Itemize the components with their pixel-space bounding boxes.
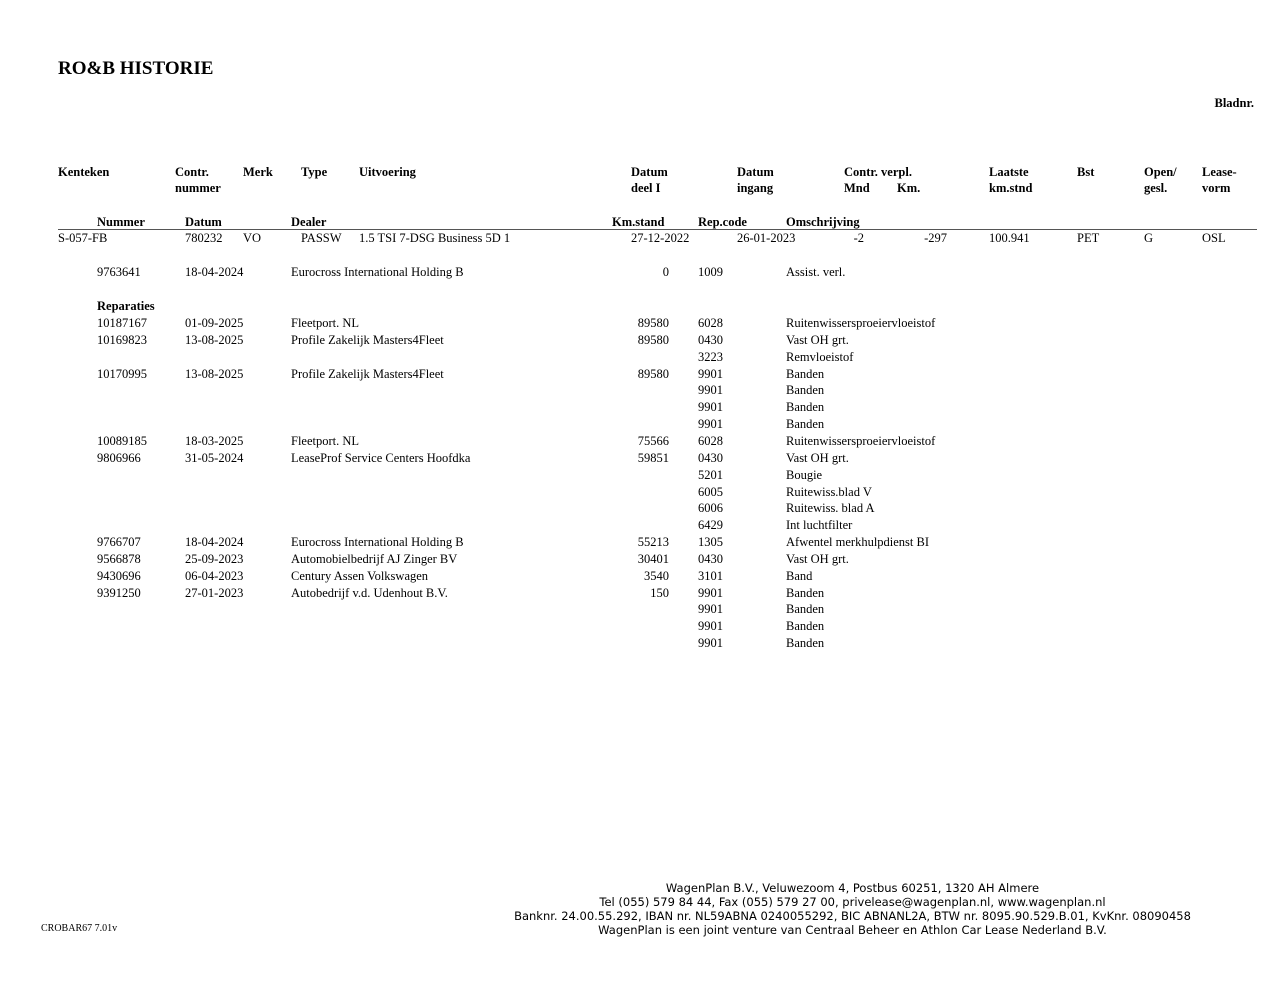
header-lease: Lease-: [1202, 165, 1237, 179]
vehicle-open-gesl: G: [1144, 231, 1154, 245]
vehicle-leasevorm: OSL: [1202, 231, 1226, 245]
row-omschrijving: Ruitenwissersproeiervloeistof: [786, 316, 936, 330]
footer: [500, 881, 1205, 937]
row-omschrijving: Vast OH grt.: [786, 333, 849, 347]
row-omschrijving: Afwentel merkhulpdienst BI: [786, 535, 930, 549]
header-contract-sub: nummer: [175, 181, 221, 195]
row-omschrijving: Banden: [786, 619, 825, 633]
header-type: Type: [301, 165, 328, 179]
assist-km: 0: [662, 265, 669, 279]
row-omschrijving: Vast OH grt.: [786, 552, 849, 566]
vehicle-mnd: -2: [853, 231, 864, 245]
row-datum: 01-09-2025: [185, 316, 244, 330]
row-omschrijving: Vast OH grt.: [786, 451, 849, 465]
header-km: Km.: [897, 181, 921, 195]
row-omschrijving: Banden: [786, 367, 825, 381]
row-nummer: 10187167: [97, 316, 147, 330]
vehicle-type: PASSW: [301, 231, 342, 245]
header-divider: [58, 229, 1257, 230]
row-omschrijving: Bougie: [786, 468, 823, 482]
header-datum-deel1-sub: deel I: [631, 181, 661, 195]
vehicle-merk: VO: [243, 231, 262, 245]
row-nummer: 9766707: [97, 535, 141, 549]
header-laatste-sub: km.stnd: [989, 181, 1033, 195]
header-uitvoering: Uitvoering: [359, 165, 416, 179]
header-lease-sub: vorm: [1202, 181, 1231, 195]
row-repcode: 9901: [698, 619, 723, 633]
header-datum-deel1: Datum: [631, 165, 668, 179]
row-repcode: 9901: [698, 586, 723, 600]
row-km: 30401: [637, 552, 669, 566]
row-nummer: 9806966: [97, 451, 141, 465]
subheader-nummer: Nummer: [97, 215, 145, 229]
page-title: RO&B HISTORIE: [58, 58, 214, 79]
row-datum: 13-08-2025: [185, 333, 244, 347]
section-label-reparaties: Reparaties: [97, 299, 155, 313]
row-omschrijving: Ruitewiss. blad A: [786, 501, 875, 515]
row-dealer: Profile Zakelijk Masters4Fleet: [291, 367, 444, 381]
header-laatste: Laatste: [989, 165, 1029, 179]
vehicle-datum-ingang: 26-01-2023: [737, 231, 796, 245]
row-repcode: 5201: [698, 468, 723, 482]
row-datum: 27-01-2023: [185, 586, 244, 600]
row-repcode: 0430: [698, 333, 723, 347]
footer-bank: Banknr. 24.00.55.292, IBAN nr. NL59ABNA 0240055292, BIC ABNANL2A, BTW nr. 8095.90.529.B.01, KvKnr. 08090458: [514, 909, 1191, 923]
vehicle-bst: PET: [1077, 231, 1100, 245]
vehicle-contract: 780232: [185, 231, 223, 245]
row-datum: 31-05-2024: [185, 451, 244, 465]
row-datum: 13-08-2025: [185, 367, 244, 381]
page-number-label: Bladnr.: [1214, 96, 1254, 110]
subheader-omschrijving: Omschrijving: [786, 215, 860, 229]
footer-address: WagenPlan B.V., Veluwezoom 4, Postbus 60251, 1320 AH Almere: [665, 881, 1040, 895]
row-omschrijving: Band: [786, 569, 813, 583]
row-repcode: 0430: [698, 552, 723, 566]
vehicle-datum-deel1: 27-12-2022: [631, 231, 690, 245]
subheader-datum: Datum: [185, 215, 222, 229]
row-repcode: 9901: [698, 417, 723, 431]
header-open-sub: gesl.: [1144, 181, 1168, 195]
row-repcode: 9901: [698, 636, 723, 650]
row-repcode: 9901: [698, 367, 723, 381]
row-repcode: 6028: [698, 434, 723, 448]
footer-contact: Tel (055) 579 84 44, Fax (055) 579 27 00, privelease@wagenplan.nl, www.wagenplan.nl: [599, 895, 1106, 909]
header-datum-ingang: Datum: [737, 165, 774, 179]
row-repcode: 6429: [698, 518, 723, 532]
row-dealer: Automobielbedrijf AJ Zinger BV: [291, 552, 458, 566]
row-datum: 18-04-2024: [185, 535, 244, 549]
header-mnd: Mnd: [844, 181, 870, 195]
header-open: Open/: [1144, 165, 1177, 179]
row-repcode: 3223: [698, 350, 723, 364]
row-km: 3540: [644, 569, 669, 583]
row-omschrijving: Remvloeistof: [786, 350, 854, 364]
row-datum: 18-03-2025: [185, 434, 244, 448]
row-repcode: 9901: [698, 602, 723, 616]
row-repcode: 1305: [698, 535, 723, 549]
row-nummer: 10169823: [97, 333, 147, 347]
row-dealer: Eurocross International Holding B: [291, 535, 464, 549]
row-km: 150: [650, 586, 669, 600]
assist-datum: 18-04-2024: [185, 265, 244, 279]
row-repcode: 0430: [698, 451, 723, 465]
row-omschrijving: Int luchtfilter: [786, 518, 853, 532]
row-dealer: Profile Zakelijk Masters4Fleet: [291, 333, 444, 347]
row-km: 89580: [637, 367, 669, 381]
row-dealer: Century Assen Volkswagen: [291, 569, 429, 583]
row-dealer: Autobedrijf v.d. Udenhout B.V.: [291, 586, 448, 600]
row-repcode: 6028: [698, 316, 723, 330]
row-nummer: 10089185: [97, 434, 147, 448]
header-bst: Bst: [1077, 165, 1095, 179]
vehicle-km: -297: [924, 231, 947, 245]
row-repcode: 6006: [698, 501, 723, 515]
assist-nummer: 9763641: [97, 265, 141, 279]
subheader-repcode: Rep.code: [698, 215, 747, 229]
row-omschrijving: Banden: [786, 636, 825, 650]
row-omschrijving: Banden: [786, 586, 825, 600]
row-dealer: Fleetport. NL: [291, 434, 360, 448]
footer-joint-venture: WagenPlan is een joint venture van Centraal Beheer en Athlon Car Lease Nederland B.V.: [598, 923, 1107, 937]
header-datum-ingang-sub: ingang: [737, 181, 774, 195]
row-omschrijving: Ruitewiss.blad V: [786, 485, 872, 499]
assist-omschrijving: Assist. verl.: [786, 265, 846, 279]
header-contract: Contr.: [175, 165, 209, 179]
row-repcode: 9901: [698, 383, 723, 397]
row-km: 89580: [637, 333, 669, 347]
header-contr-verpl: Contr. verpl.: [844, 165, 912, 179]
row-dealer: LeaseProf Service Centers Hoofdka: [291, 451, 471, 465]
row-dealer: Fleetport. NL: [291, 316, 360, 330]
header-kenteken: Kenteken: [58, 165, 110, 179]
row-omschrijving: Banden: [786, 383, 825, 397]
row-omschrijving: Banden: [786, 417, 825, 431]
subheader-kmstand: Km.stand: [612, 215, 665, 229]
row-km: 75566: [637, 434, 669, 448]
row-km: 89580: [637, 316, 669, 330]
header-merk: Merk: [243, 165, 273, 179]
vehicle-laatste-km: 100.941: [989, 231, 1030, 245]
row-nummer: 9566878: [97, 552, 141, 566]
row-km: 59851: [637, 451, 669, 465]
row-repcode: 3101: [698, 569, 723, 583]
row-omschrijving: Ruitenwissersproeiervloeistof: [786, 434, 936, 448]
row-km: 55213: [637, 535, 669, 549]
row-nummer: 9430696: [97, 569, 141, 583]
assist-dealer: Eurocross International Holding B: [291, 265, 464, 279]
assist-code: 1009: [698, 265, 723, 279]
row-repcode: 9901: [698, 400, 723, 414]
row-nummer: 9391250: [97, 586, 141, 600]
row-datum: 06-04-2023: [185, 569, 244, 583]
row-omschrijving: Banden: [786, 602, 825, 616]
vehicle-uitvoering: 1.5 TSI 7-DSG Business 5D 1: [359, 231, 511, 245]
form-code: CROBAR67 7.01v: [41, 923, 118, 934]
row-repcode: 6005: [698, 485, 723, 499]
row-nummer: 10170995: [97, 367, 147, 381]
row-omschrijving: Banden: [786, 400, 825, 414]
row-datum: 25-09-2023: [185, 552, 244, 566]
vehicle-kenteken: S-057-FB: [58, 231, 108, 245]
subheader-dealer: Dealer: [291, 215, 327, 229]
